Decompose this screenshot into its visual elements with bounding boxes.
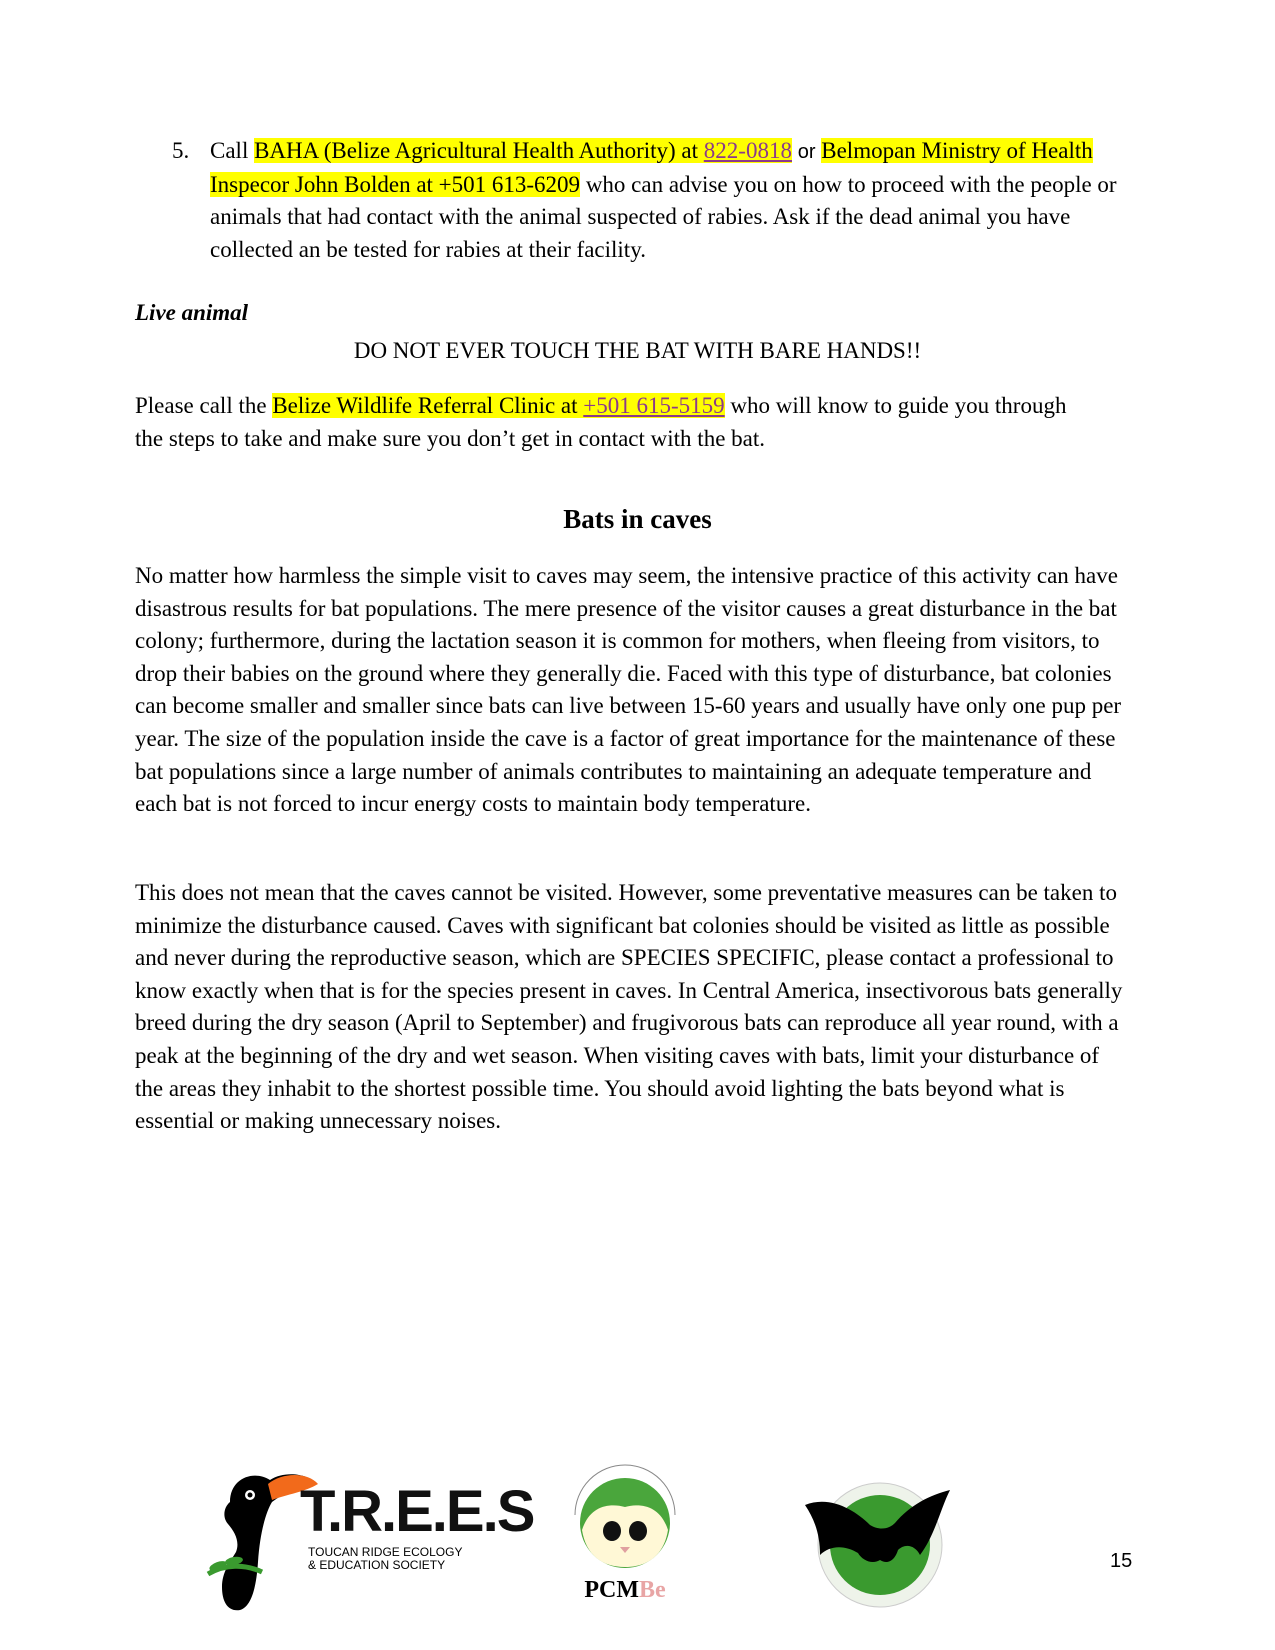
caves-heading: Bats in caves bbox=[563, 504, 712, 534]
bat-silhouette-icon bbox=[800, 1465, 960, 1615]
page-number: 15 bbox=[1110, 1550, 1133, 1572]
clinic-rest: who will know to guide you through the steps to take and make sure you don’t get in contact with the bat. bbox=[135, 393, 1067, 451]
please-call-text: Please call the bbox=[135, 393, 267, 418]
list-item-rest: who can advise you on how to proceed with the people or animals that had contact with the animal suspected of rabies. Ask if the dead animal you have collected an be tested for rabies at their facility. bbox=[210, 171, 1117, 262]
trees-logo-line2: & EDUCATION SOCIETY bbox=[308, 1558, 446, 1572]
or-text: or bbox=[797, 141, 816, 163]
list-item-number: 5. bbox=[172, 138, 190, 163]
pcmbe-ring-text bbox=[480, 1415, 481, 1416]
call-text: Call bbox=[210, 138, 249, 163]
caves-paragraph-2: This does not mean that the caves cannot be visited. However, some preventative measures can be taken to minimize the disturbance caused. Caves with significant bat colonies should be visited as little as possible and never during the reproductive season, which are SPECIES SPECIFIC, please contact a professional to know exactly when that is for the species present in caves. In Central America, insectivorous bats generally breed during the dry season (April to September) and frugivorous bats can reproduce all year round, with a peak at the beginning of the dry and wet season. When visiting caves with bats, limit your disturbance of the areas they inhabit to the shortest possible time. You should avoid lighting the bats beyond what is essential or making unnecessary noises. bbox=[135, 880, 1123, 1134]
trees-logo-line1: TOUCAN RIDGE ECOLOGY bbox=[308, 1545, 463, 1559]
relcom-logo bbox=[800, 1465, 960, 1615]
caves-paragraph-1: No matter how harmless the simple visit to caves may seem, the intensive practice of this activity can have disastrous results for bat populations. The mere presence of the visitor causes a great disturbance in the bat colony; furthermore, during the lactation season it is common for mothers, when fleeing from visitors, to drop their babies on the ground where they generally die. Faced with this type of disturbance, bat colonies can become smaller and smaller since bats can live between 15-60 years and usually have only one pup per year. The size of the population inside the cave is a factor of great importance for the maintenance of these bat populations since a large number of animals contributes to maintaining an adequate temperature and each bat is not forced to incur energy costs to maintain body temperature. bbox=[135, 563, 1122, 817]
live-animal-heading: Live animal bbox=[135, 300, 249, 325]
pcmbe-logo bbox=[560, 1455, 690, 1605]
warning-text: DO NOT EVER TOUCH THE BAT WITH BARE HANDS!! bbox=[353, 338, 922, 363]
trees-logo-title: T.R.E.E.S bbox=[300, 1479, 534, 1544]
ministry-highlight: Belmopan Ministry of Health Inspecor John Bolden at +501 613-6209 bbox=[210, 138, 1093, 197]
list-item-5 bbox=[210, 135, 1150, 266]
relcom-ring-text bbox=[800, 1465, 801, 1466]
pcmbe-logo-name bbox=[570, 1577, 680, 1603]
clinic-phone-link[interactable]: +501 615-5159 bbox=[583, 393, 725, 418]
baha-highlight: BAHA (Belize Agricultural Health Authority) at bbox=[254, 138, 699, 163]
bat-face-icon bbox=[560, 1455, 690, 1575]
pcmbe-name-pc: PCM bbox=[584, 1577, 639, 1603]
pcmbe-name-be: Be bbox=[638, 1577, 666, 1603]
clinic-highlight: Belize Wildlife Referral Clinic at bbox=[272, 393, 578, 418]
clinic-paragraph bbox=[135, 390, 1095, 455]
trees-logo bbox=[200, 1462, 534, 1612]
baha-phone-link[interactable]: 822-0818 bbox=[703, 138, 792, 163]
